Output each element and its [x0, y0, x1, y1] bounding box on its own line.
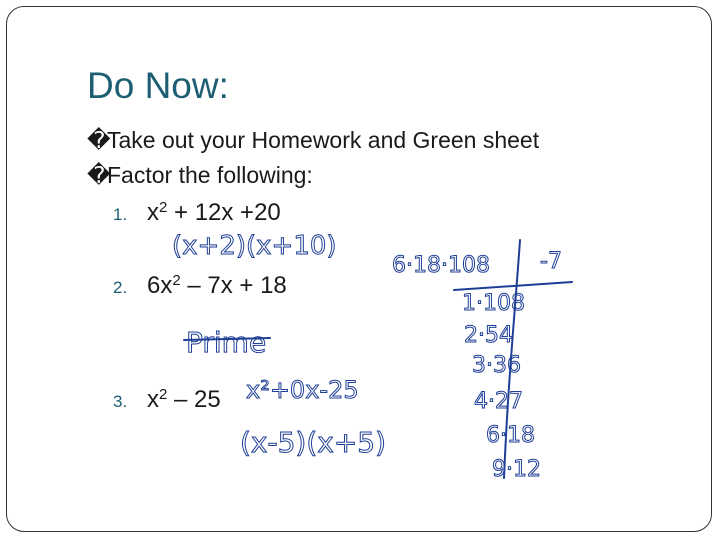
- problem-1: [113, 200, 281, 225]
- problem-base: x: [147, 199, 159, 226]
- problem-exponent: 2: [159, 386, 168, 403]
- problem-exponent: 2: [159, 199, 168, 216]
- problem-rest: + 12x +20: [167, 199, 281, 226]
- problem-rest: – 7x + 18: [180, 272, 287, 299]
- problem-number: 3.: [113, 392, 128, 411]
- problem-base: 6x: [147, 272, 173, 299]
- problem-base: x: [147, 386, 159, 413]
- factor-pair-1: 1·108: [462, 291, 525, 316]
- problem-number: 2.: [113, 278, 128, 297]
- handwritten-answer-1: (x+2)(x+10): [172, 231, 337, 261]
- bullet-text: Factor the following:: [107, 162, 313, 188]
- bullet-marker-icon: �: [87, 127, 111, 153]
- factor-table-header-right: -7: [540, 249, 562, 274]
- handwritten-answer-2: Prime: [186, 326, 267, 359]
- factor-pair-2: 2·54: [464, 323, 513, 348]
- factor-pair-4: 4·27: [474, 389, 523, 414]
- factor-pair-5: 6·18: [486, 423, 535, 448]
- problem-rest: – 25: [167, 386, 221, 413]
- bullet-marker-icon: �: [87, 162, 111, 188]
- problem-3: [113, 387, 221, 412]
- factor-table-header-left: 6·18·108: [392, 253, 490, 278]
- bullet-factor: [87, 164, 313, 187]
- problem-2: [113, 273, 287, 298]
- slide-frame: [6, 6, 712, 532]
- problem-exponent: 2: [172, 272, 181, 289]
- problem-number: 1.: [113, 205, 128, 224]
- slide-title: Do Now:: [87, 65, 229, 106]
- handwritten-answer-3: (x-5)(x+5): [240, 426, 387, 459]
- factor-pair-6: 9·12: [492, 457, 541, 482]
- handwritten-rewrite-3: x²+0x-25: [246, 376, 359, 404]
- factor-pair-3: 3·36: [472, 353, 521, 378]
- bullet-homework: [87, 129, 539, 152]
- bullet-text: Take out your Homework and Green sheet: [107, 127, 540, 153]
